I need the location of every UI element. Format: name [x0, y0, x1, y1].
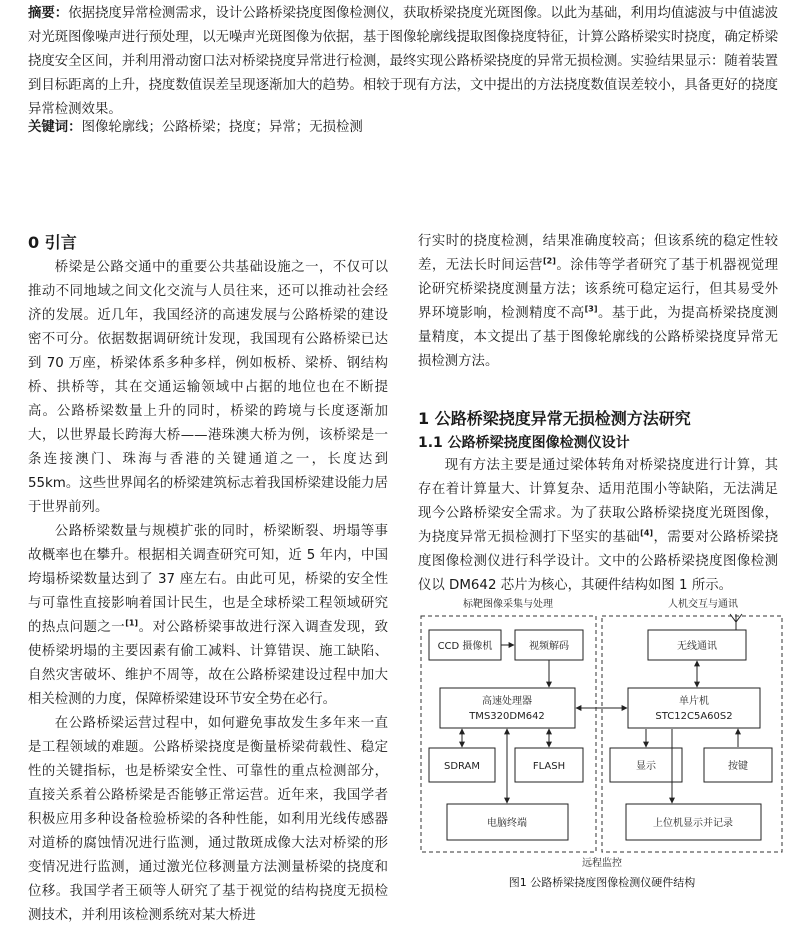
mcu-label-1: 单片机	[679, 696, 709, 707]
section-1-paragraph-1-text-a: 现有方法主要是通过梁体转角对桥梁挠度进行计算，其存在着计算量大、计算复杂、适用范围小等缺陷，无法满足现今公路桥梁安全需求。为了获取公路桥梁挠度光斑图像，为挠度异常无损检测打下坚实的基础	[418, 458, 778, 545]
ccd-camera-label: CCD 摄像机	[437, 641, 493, 652]
citation-3: [3]	[584, 304, 598, 314]
intro-paragraph-4	[418, 230, 778, 374]
abstract-text: 依据挠度异常检测需求，设计公路桥梁挠度图像检测仪，获取桥梁挠度光斑图像。以此为基础，利用均值滤波与中值滤波对光斑图像噪声进行预处理，以无噪声光斑图像为依据，基于图像轮廓线提取图像挠度特征，计算公路桥梁实时挠度，确定桥梁挠度安全区间，并利用滑动窗口法对桥梁挠度异常进行检测，最终实现公路桥梁挠度的异常无损检测。实验结果显示：随着装置到目标距离的上升，挠度数值误差呈现逐渐加大的趋势。相较于现有方法，文中提出的方法挠度数值误差较小，具备更好的挠度异常检测效果。	[28, 6, 779, 117]
dsp-block	[440, 688, 575, 728]
display-label: 显示	[636, 761, 656, 772]
antenna-icon	[730, 614, 742, 630]
keywords	[28, 116, 778, 140]
keys-label: 按键	[728, 761, 748, 772]
keywords-text: 图像轮廓线；公路桥梁；挠度；异常；无损检测	[81, 120, 363, 135]
abstract-label: 摘要：	[28, 6, 69, 21]
section-1-1-heading: 1.1 公路桥梁挠度图像检测仪设计	[418, 435, 630, 451]
hardware-diagram	[418, 596, 788, 896]
intro-paragraph-4-text-b: 。涂伟等学者研究了基于机器视觉理论研究桥梁挠度测量方法；该系统可稳定运行，但其易受外界环境影响，检测精度不高	[418, 258, 779, 321]
intro-paragraph-1: 桥梁是公路交通中的重要公共基础设施之一，不仅可以推动不同地域之间文化交流与人员往来，还可以推动社会经济的发展。近几年，我国经济的高速发展与公路桥梁的建设密不可分。依据数据调研统计发现，我国现有公路桥梁已达到 70 万座，桥梁体系多种多样，例如板桥、梁桥、钢结构桥、拱桥等，其在交通运输领域中占据的地位也在不断提高。公路桥梁数量上升的同时，桥梁的跨境与长度逐渐加大，以世界最长跨海大桥——港珠澳大桥为例，该桥梁是一条连接澳门、珠海与香港的关键通道之一，长度达到 55km。这些世界闻名的桥梁建筑标志着我国桥梁建设能力居于世界前列。	[28, 260, 388, 515]
citation-1: [1]	[125, 618, 139, 628]
citation-2: [2]	[542, 256, 556, 266]
citation-4: [4]	[640, 528, 654, 538]
intro-paragraph-4-text-a: 行实时的挠度检测，结果准确度较高；但该系统的稳定性较差，无法长时间运营	[418, 234, 778, 273]
figure-caption: 图1 公路桥梁挠度图像检测仪硬件结构	[508, 876, 696, 889]
section-1-paragraph-1-text-b: ，需要对公路桥梁挠度图像检测仪进行科学设计。文中的公路桥梁挠度图像检测仪以 DM642 芯片为核心，其硬件结构如图 1 所示。	[418, 530, 779, 593]
keywords-label: 关键词：	[28, 120, 82, 135]
intro-paragraph-4-text-c: 。基于此，为提高桥梁挠度测量精度，本文提出了基于图像轮廓线的公路桥梁挠度异常无损检测方法。	[418, 306, 779, 369]
dsp-label-2: TMS320DM642	[469, 711, 545, 722]
video-decoder-label: 视频解码	[529, 641, 569, 652]
mcu-label-2: STC12C5A60S2	[655, 711, 733, 722]
section-0-heading: 0 引言	[28, 233, 77, 252]
group-left-label: 标靶图像采集与处理	[463, 599, 553, 610]
remote-monitoring-label: 远程监控	[582, 858, 622, 869]
left-column	[28, 230, 388, 928]
section-1-heading: 1 公路桥梁挠度异常无损检测方法研究	[418, 409, 691, 428]
dsp-label-1: 高速处理器	[482, 696, 532, 707]
group-right-label: 人机交互与通讯	[668, 599, 738, 610]
wireless-label: 无线通讯	[677, 641, 717, 652]
intro-paragraph-3: 在公路桥梁运营过程中，如何避免事故发生多年来一直是工程领域的难题。公路桥梁挠度是衡量桥梁荷载性、稳定性的关键指标，也是桥梁安全性、可靠性的重点检测部分，直接关系着公路桥梁是否能够正常运营。近年来，我国学者积极应用多种设备检验桥梁的各种性能，如利用光线传感器对道桥的腐蚀情况进行监测，通过散斑成像大法对桥梁的形变情况进行监测，通过激光位移测量方法测量桥梁的挠度和位移。我国学者王硕等人研究了基于视觉的结构挠度无损检测技术，并利用该检测系统对某大桥进	[28, 716, 388, 923]
pc-terminal-label: 电脑终端	[487, 818, 527, 829]
host-label: 上位机显示并记录	[653, 818, 733, 829]
abstract	[28, 2, 778, 122]
sdram-label: SDRAM	[443, 761, 481, 772]
intro-paragraph-2	[28, 520, 388, 712]
section-1-paragraph-1	[418, 454, 778, 598]
mcu-block	[628, 688, 760, 728]
intro-paragraph-2-text-b: 。对公路桥梁事故进行深入调查发现，致使桥梁坍塌的主要因素有偷工减料、计算错误、施工缺陷、自然灾害破坏、维护不周等，故在公路桥梁建设过程中加大相关检测的力度，保障桥梁建设环节安全势在必行。	[28, 620, 389, 707]
right-column	[418, 230, 778, 598]
figure-1	[418, 596, 788, 896]
flash-label: FLASH	[532, 761, 566, 772]
intro-paragraph-2-text-a: 公路桥梁数量与规模扩张的同时，桥梁断裂、坍塌等事故概率也在攀升。根据相关调查研究可知，近 5 年内，中国垮塌桥梁数量达到了 37 座左右。由此可见，桥梁的安全性与可靠性直接影响着国计民生，也是全球桥梁工程领域研究的热点问题之一	[28, 524, 388, 635]
